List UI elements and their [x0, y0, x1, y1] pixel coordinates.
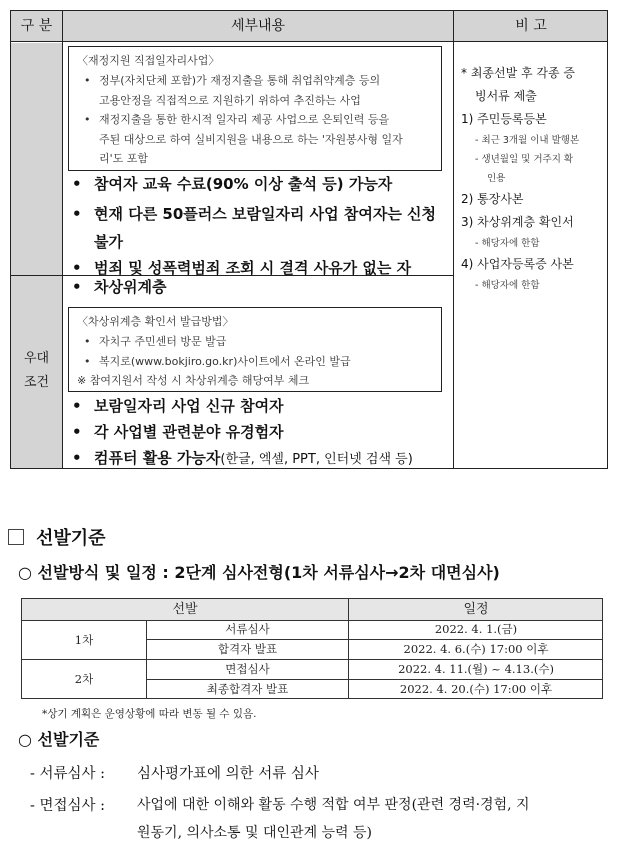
remarks-sub: - 생년월일 및 거주지 확 — [475, 154, 574, 165]
header-details: 세부내용 — [230, 18, 286, 34]
remarks-sub: 인용 — [487, 173, 506, 184]
remarks-intro: 빙서류 제출 — [475, 89, 537, 103]
criteria-doc-text: 심사평가표에 의한 서류 심사 — [137, 766, 319, 782]
category-label: 우대 — [23, 351, 50, 366]
remarks-sub: - 해당자에 한함 — [475, 238, 540, 249]
round-label: 2차 — [74, 672, 94, 686]
step-date: 2022. 4. 6.(수) 17:00 이후 — [403, 642, 549, 656]
schedule-table — [21, 598, 603, 699]
step-label: 합격자 발표 — [217, 642, 278, 656]
bullet-suffix: (한글, 엑셀, PPT, 인터넷 검색 등) — [220, 452, 413, 467]
criteria-interview-text: 사업에 대한 이해와 활동 수행 적합 여부 판정(관련 경력·경험, 지 — [137, 797, 530, 813]
info-box-certificate — [68, 307, 442, 392]
step-date: 2022. 4. 11.(월) ~ 4.13.(수) — [398, 662, 554, 676]
divider — [62, 11, 63, 468]
category-preferred — [11, 347, 62, 395]
step-date: 2022. 4. 1.(금) — [434, 622, 518, 636]
method-heading: ○ 선발방식 및 일정 : 2단계 심사전형(1차 서류심사→2차 대면심사) — [18, 563, 500, 582]
remarks-item: 3) 차상위계층 확인서 — [461, 215, 574, 229]
info-item: • 정부(자치단체 포함)가 재정지출을 통해 취업취약계층 등의 — [77, 71, 433, 91]
bullet-text: 각 사업별 관련분야 유경험자 — [94, 423, 284, 441]
header-schedule: 일정 — [463, 602, 489, 617]
step-label: 면접심사 — [225, 662, 270, 676]
info-item-cont — [77, 91, 433, 111]
criteria-heading: ○ 선발기준 — [18, 730, 100, 749]
info-item: • 복지로(www.bokjiro.go.kr)사이트에서 온라인 발급 — [77, 352, 433, 372]
info-item: • 재정지출을 통한 한시적 일자리 제공 사업으로 은퇴인력 등을 — [77, 110, 433, 130]
header-remarks: 비 고 — [515, 18, 547, 34]
bullet-criminal-check: • 범죄 및 성폭력범죄 조회 시 결격 사유가 없는 자 — [72, 259, 412, 277]
info-item: • 자치구 주민센터 방문 발급 — [77, 332, 433, 352]
section-title: 선발기준 — [36, 528, 106, 549]
bullet-text: 보람일자리 사업 신규 참여자 — [94, 397, 284, 415]
criteria-doc-label: - 서류심사 : — [30, 766, 106, 782]
step-label: 서류심사 — [225, 622, 270, 636]
step-label: 최종합격자 발표 — [206, 682, 289, 696]
info-item-cont: 리'도 포함 — [99, 152, 149, 165]
bullet-near-poverty: • 차상위계층 — [72, 278, 167, 296]
bullet-continuation: 불가 — [94, 233, 123, 251]
round-label: 1차 — [74, 633, 94, 647]
info-note: ※ 참여지원서 작성 시 차상위계층 해당여부 체크 — [77, 374, 310, 387]
info-item-text: 고용안정을 직접적으로 지원하기 위하여 추진하는 사업 — [99, 93, 361, 107]
bullet-text: 차상위계층 — [94, 278, 167, 296]
remarks-intro: * 최종선발 후 각종 증 — [461, 66, 575, 80]
header-selection: 선발 — [172, 602, 198, 617]
category-label: 조건 — [23, 375, 50, 390]
remarks-sub: - 최근 3개월 이내 발행본 — [475, 135, 580, 146]
header-category: 구 분 — [20, 18, 53, 34]
info-item-cont: 주된 대상으로 하여 실비지원을 내용으로 하는 '자원봉사형 일자 — [99, 132, 403, 146]
bullet-text: 참여자 교육 수료(90% 이상 출석 등) 가능자 — [94, 175, 393, 193]
category-column — [11, 43, 62, 468]
bullet-new-participant: • 보람일자리 사업 신규 참여자 — [72, 397, 284, 415]
schedule-footnote: *상기 계획은 운영상황에 따라 변동 될 수 있음. — [42, 708, 257, 720]
bullet-text: 현재 다른 50플러스 보람일자리 사업 참여자는 신청 — [94, 205, 437, 223]
criteria-interview-label: - 면접심사 : — [30, 798, 106, 814]
divider — [453, 11, 454, 468]
bullet-education: • 참여자 교육 수료(90% 이상 출석 등) 가능자 — [72, 175, 393, 193]
remarks-item: 4) 사업자등록증 사본 — [461, 257, 574, 271]
checkbox-square-icon — [8, 529, 24, 545]
info-box-title: 〈재정지원 직접일자리사업〉 — [77, 54, 220, 67]
bullet-other-participants: • 현재 다른 50플러스 보람일자리 사업 참여자는 신청 — [72, 205, 437, 223]
remarks-sub: - 해당자에 한함 — [475, 280, 540, 291]
step-date: 2022. 4. 20.(수) 17:00 이후 — [399, 682, 553, 696]
bullet-text: 범죄 및 성폭력범죄 조회 시 결격 사유가 없는 자 — [94, 259, 412, 277]
remarks-item: 1) 주민등록등본 — [461, 112, 547, 126]
remarks-item: 2) 통장사본 — [461, 192, 524, 206]
info-box-title: 〈차상위계층 확인서 발급방법〉 — [77, 315, 234, 328]
bullet-experience: • 각 사업별 관련분야 유경험자 — [72, 423, 284, 441]
bullet-computer: • 컴퓨터 활용 가능자(한글, 엑셀, PPT, 인터넷 검색 등) — [72, 449, 413, 467]
info-box-direct-jobs — [68, 46, 442, 171]
criteria-interview-text: 원동기, 의사소통 및 대인관계 능력 등) — [137, 825, 373, 841]
table-header — [11, 11, 607, 42]
remarks-column — [461, 62, 606, 295]
bullet-text: 컴퓨터 활용 가능자 — [94, 449, 221, 467]
